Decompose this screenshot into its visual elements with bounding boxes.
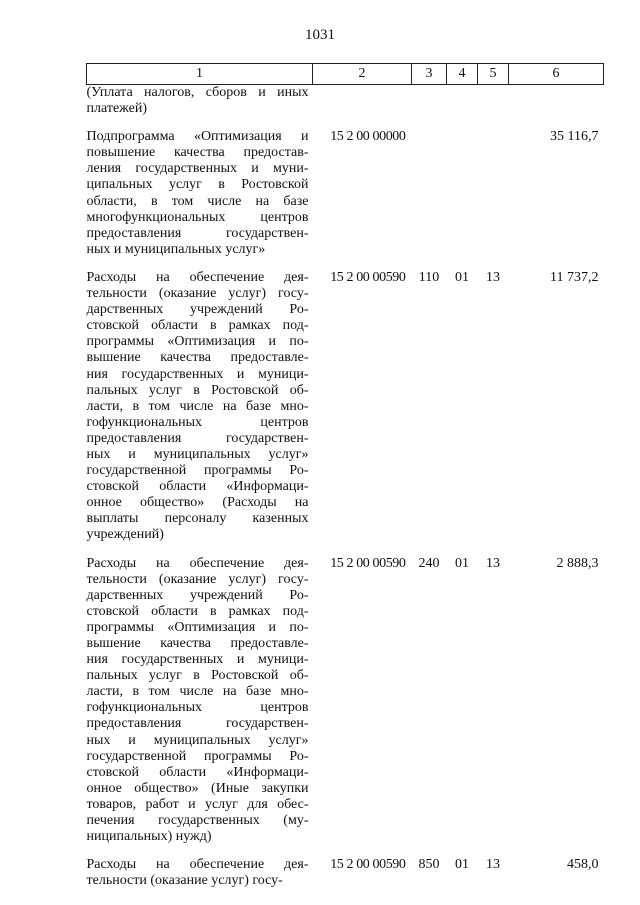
row-name-line: тельности (оказание услуг) госу-	[86, 571, 309, 587]
row-code-cell: 15 2 00 00590	[330, 555, 406, 571]
row-name-line: стовской области «Информаци-	[86, 479, 309, 495]
row-name-line: выплаты персоналу казенных	[86, 511, 309, 527]
row-name-line: учреждений)	[86, 527, 164, 543]
row-name-line: государственной программы Ро-	[86, 463, 309, 479]
row-name-line: вышение качества предоставле-	[86, 636, 309, 651]
row-vr-cell: 240	[418, 555, 440, 571]
row-name-line: ных и муниципальных услуг»	[86, 732, 309, 748]
row-rz-cell: 01	[455, 857, 469, 873]
row-name-line: дарственных учреждений Ро-	[86, 587, 309, 603]
row-name-line: гофункциональных центров	[86, 414, 309, 430]
row-pr-cell: 13	[486, 555, 500, 571]
row-rz-cell	[447, 85, 478, 130]
row-name-line: предоставления государствен-	[86, 716, 309, 732]
row-name-line: гофункциональных центров	[86, 700, 309, 716]
row-name-line: программы «Оптимизация и по-	[86, 619, 309, 635]
column-header: 6	[509, 64, 604, 85]
row-name-line: (Уплата налогов, сборов и иных	[86, 85, 309, 100]
table-row	[87, 85, 604, 130]
row-name-line: программы «Оптимизация и по-	[86, 334, 309, 350]
row-vr-cell	[412, 85, 447, 130]
row-name-line: предоставления государствен-	[86, 225, 309, 241]
row-code-cell: 15 2 00 00590	[330, 269, 406, 285]
row-code-cell: 15 2 00 00590	[330, 857, 406, 873]
row-name-line: области, в том числе на базе	[86, 193, 309, 209]
row-rz-cell	[447, 129, 478, 270]
row-amount-cell	[509, 85, 604, 130]
row-name-line: предоставления государствен-	[86, 430, 309, 446]
row-name-line: стовской области в рамках под-	[86, 318, 309, 334]
row-name-line: товаров, работ и услуг для обес-	[86, 796, 309, 812]
row-name-line: ния государственных и муници-	[86, 652, 309, 668]
row-code-cell	[313, 85, 412, 130]
row-pr-cell: 13	[486, 857, 500, 873]
row-pr-cell	[478, 129, 509, 270]
row-name-line: тельности (оказание услуг) госу-	[86, 873, 283, 889]
budget-table	[86, 63, 604, 889]
row-name-line: Расходы на обеспечение дея-	[86, 555, 309, 571]
column-header: 3	[412, 64, 447, 85]
row-amount-cell: 11 737,2	[550, 269, 599, 285]
row-name-cell	[87, 556, 313, 858]
row-name-line: печения государственных (му-	[86, 813, 309, 829]
row-vr-cell: 850	[418, 857, 440, 873]
row-pr-cell	[478, 85, 509, 130]
row-name-line: Расходы на обеспечение дея-	[86, 857, 309, 873]
row-name-line: ципальных услуг в Ростовской	[86, 177, 309, 193]
page-number: 1031	[305, 27, 335, 43]
row-rz-cell: 01	[455, 555, 469, 571]
row-name-line: платежей)	[86, 101, 148, 117]
table-header-row	[87, 64, 604, 85]
row-name-line: дарственных учреждений Ро-	[86, 302, 309, 318]
row-name-line: многофункциональных центров	[86, 209, 309, 225]
row-name-cell	[87, 270, 313, 556]
row-name-line: ниципальных) нужд)	[86, 829, 212, 845]
row-name-line: ния государственных и муници-	[86, 366, 309, 382]
table-row	[87, 556, 604, 858]
row-name-cell	[87, 85, 313, 130]
table-row	[87, 129, 604, 270]
row-name-line: ных и муниципальных услуг»	[86, 446, 309, 462]
row-name-line: ласти, в том числе на базе мно-	[86, 684, 309, 700]
row-name-line: Подпрограмма «Оптимизация и	[86, 129, 309, 145]
row-name-line: Расходы на обеспечение дея-	[86, 269, 309, 285]
row-name-line: пальных услуг в Ростовской об-	[86, 668, 309, 684]
column-header: 5	[478, 64, 509, 85]
table-row	[87, 857, 604, 889]
row-name-line: повышение качества предостав-	[86, 145, 309, 161]
row-vr-cell	[412, 129, 447, 270]
row-name-line: стовской области «Информаци-	[86, 764, 309, 780]
column-header: 4	[447, 64, 478, 85]
table-body	[87, 85, 604, 890]
row-amount-cell: 2 888,3	[556, 555, 599, 571]
row-name-line: вышение качества предоставле-	[86, 350, 309, 366]
table-row	[87, 270, 604, 556]
column-header: 2	[313, 64, 412, 85]
row-pr-cell: 13	[486, 269, 500, 285]
row-name-cell	[87, 129, 313, 270]
row-name-line: онное общество» (Расходы на	[86, 495, 309, 511]
row-name-line: ления государственных и муни-	[86, 161, 309, 177]
row-name-line: ных и муниципальных услуг»	[86, 241, 266, 257]
row-name-cell	[87, 857, 313, 889]
row-name-line: стовской области в рамках под-	[86, 603, 309, 619]
row-rz-cell: 01	[455, 269, 469, 285]
row-name-line: пальных услуг в Ростовской об-	[86, 382, 309, 398]
row-name-line: государственной программы Ро-	[86, 748, 309, 764]
row-name-line: ласти, в том числе на базе мно-	[86, 398, 309, 414]
row-vr-cell: 110	[418, 269, 440, 285]
column-header: 1	[87, 64, 313, 85]
row-amount-cell: 458,0	[567, 857, 599, 873]
row-name-line: онное общество» (Иные закупки	[86, 780, 309, 796]
row-amount-cell: 35 116,7	[550, 129, 599, 145]
row-name-line: тельности (оказание услуг) госу-	[86, 286, 309, 302]
row-code-cell: 15 2 00 00000	[330, 129, 406, 145]
